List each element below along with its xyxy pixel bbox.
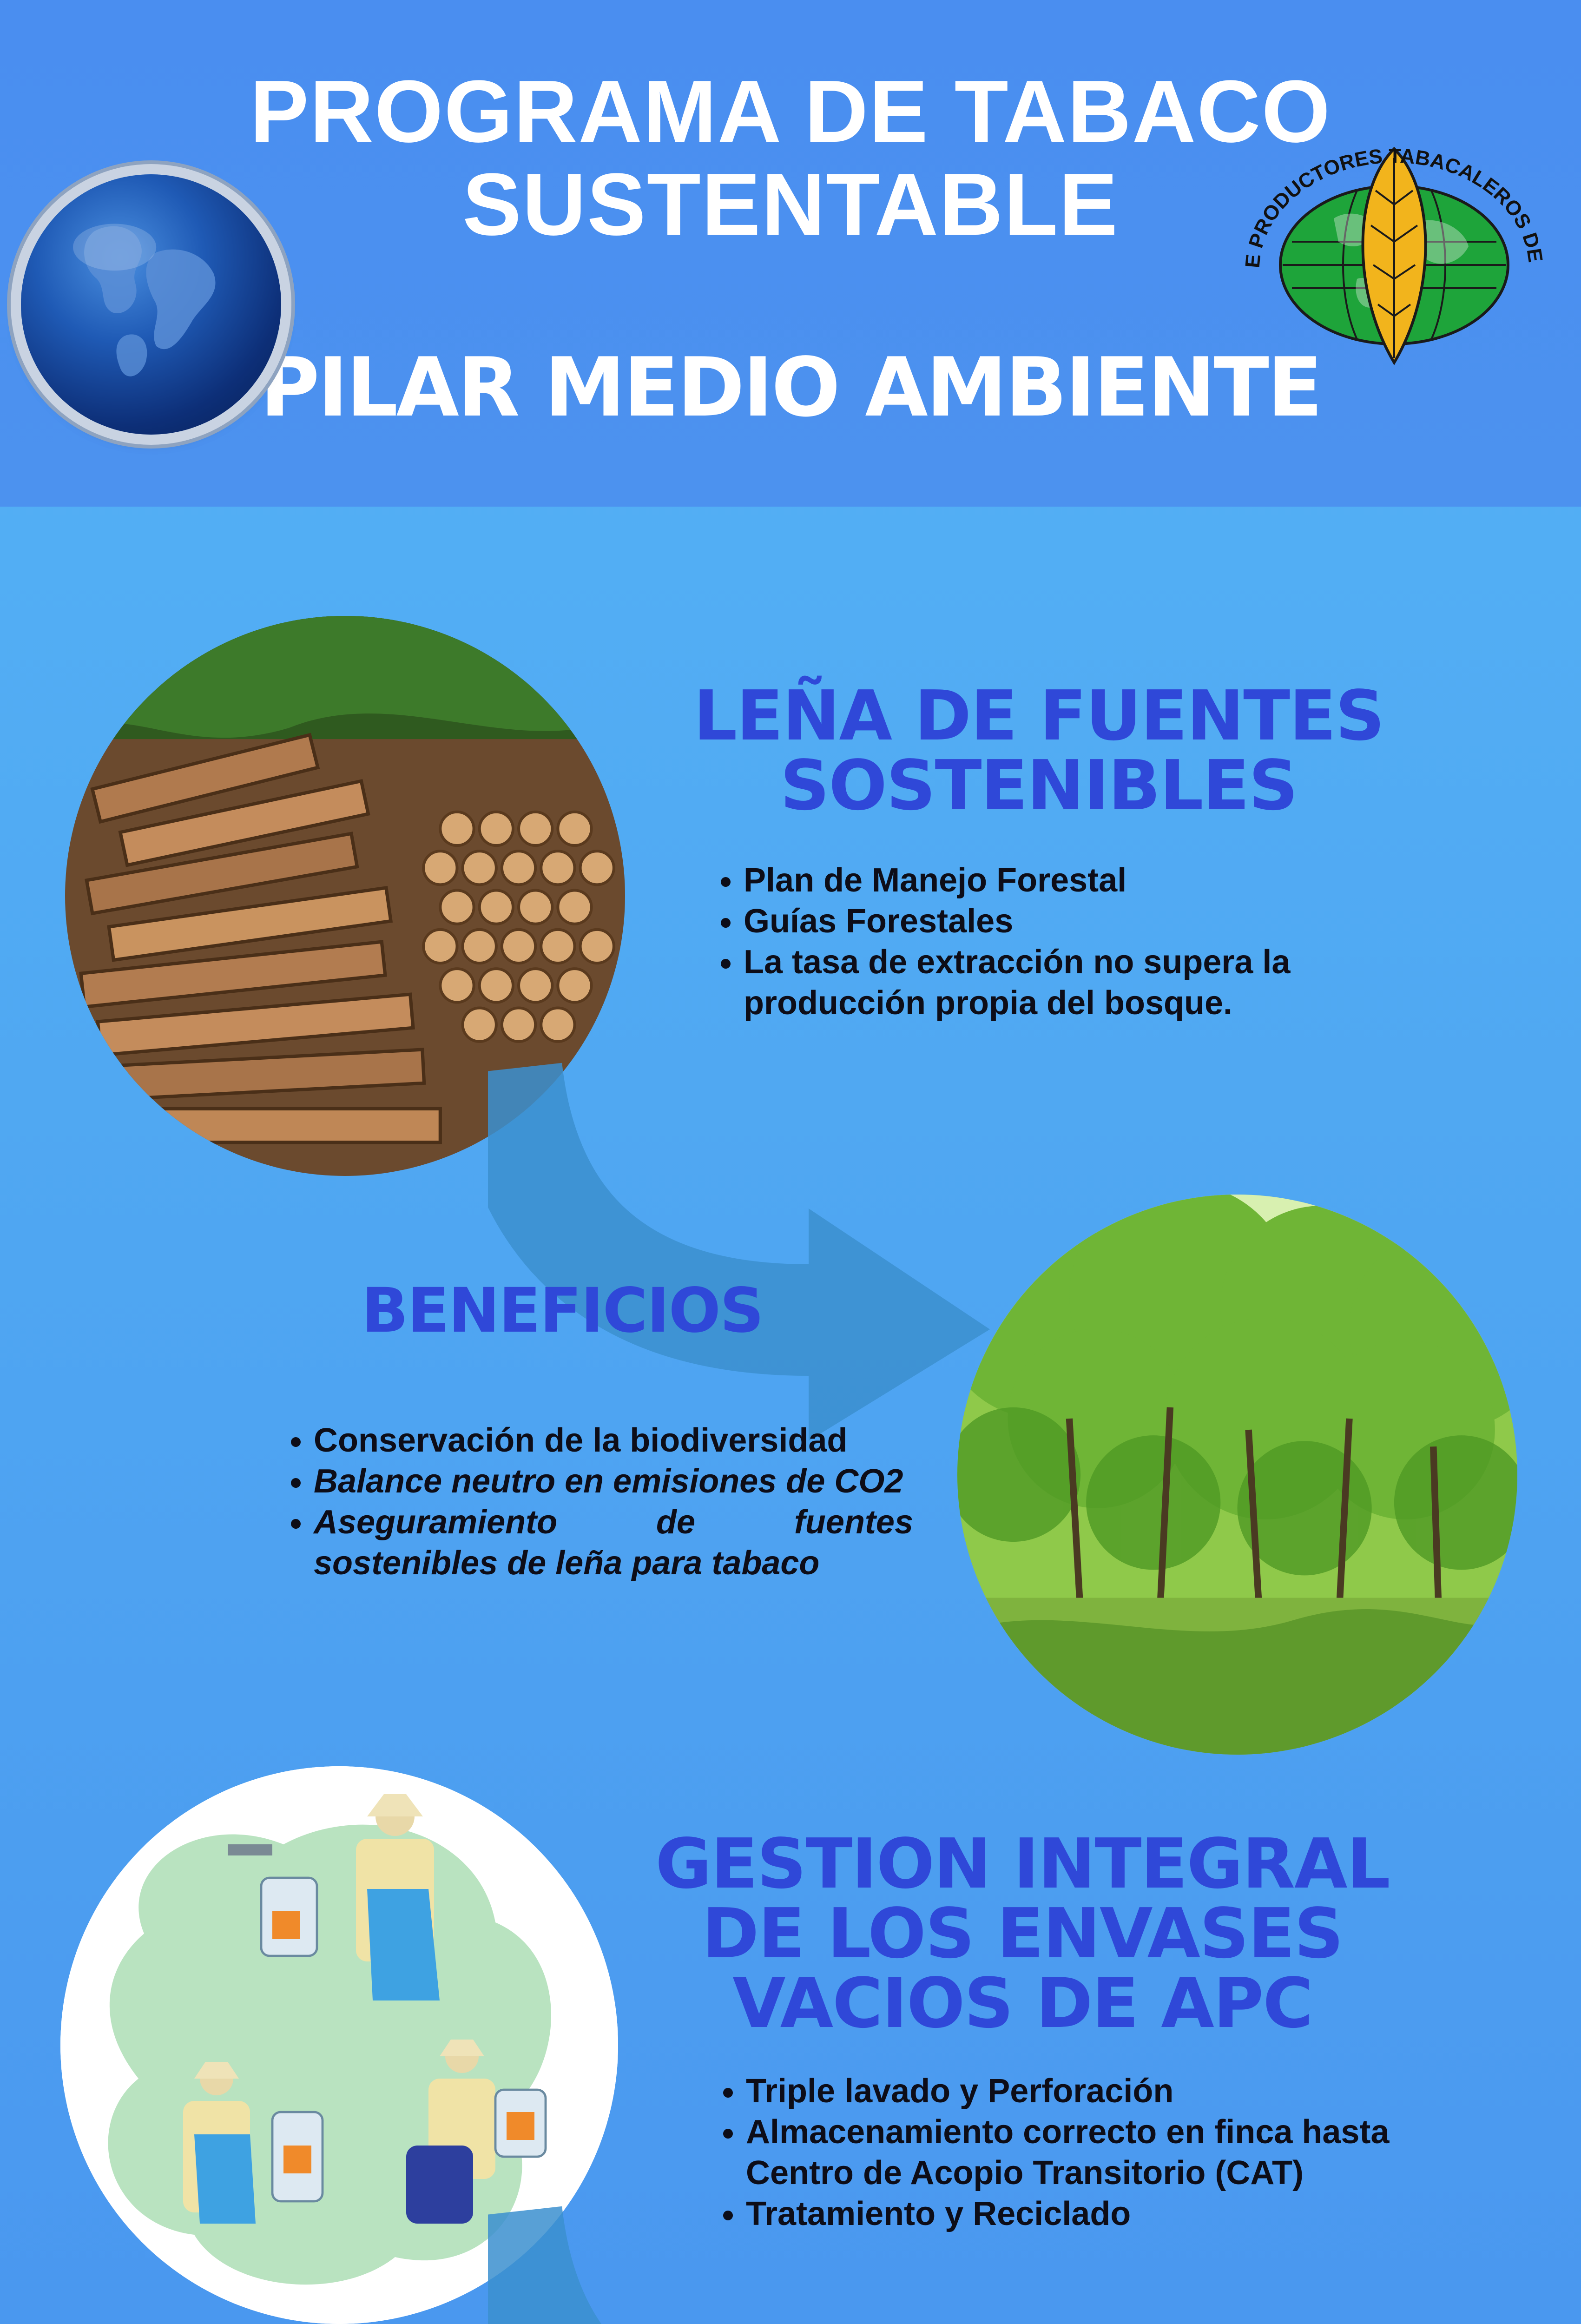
list-item: • Triple lavado y Perforación [746, 2071, 1397, 2112]
flow-arrow-1 [488, 1060, 1008, 1478]
section1-list [706, 860, 1357, 1023]
list-item: • Plan de Manejo Forestal [744, 860, 1357, 901]
page-subtitle: PILAR MEDIO AMBIENTE [260, 341, 1321, 435]
list-item: • Tratamiento y Reciclado [746, 2193, 1397, 2234]
list-item: • Balance neutro en emisiones de CO2 [314, 1461, 913, 1502]
logo-text: E PRODUCTORES TABACALEROS DE [1241, 144, 1547, 269]
benefits1-title: BENEFICIOS [362, 1275, 763, 1347]
list-item: • Conservación de la biodiversidad [314, 1420, 913, 1461]
section2-title: GESTION INTEGRAL DE LOS ENVASES VACIOS DE APC [655, 1824, 1390, 2043]
page-title-line1: PROGRAMA DE TABACO [250, 62, 1331, 161]
list-item: • Almacenamiento correcto en finca hasta Centro de Acopio Transitorio (CAT) [746, 2112, 1397, 2193]
list-item: • Aseguramiento de fuentes sostenibles de leña para tabaco [314, 1502, 913, 1584]
coprotab-logo [1218, 139, 1571, 381]
header-banner [0, 0, 1581, 507]
section1-title: LEÑA DE FUENTES SOSTENIBLES [693, 676, 1384, 825]
section2-list [709, 2071, 1397, 2234]
page-title-line2: SUSTENTABLE [462, 155, 1119, 254]
list-item: • Guías Forestales [744, 901, 1357, 942]
benefits1-list [277, 1420, 913, 1584]
list-item: • La tasa de extracción no supera la producción propia del bosque. [744, 942, 1357, 1023]
forest-photo [957, 1195, 1517, 1755]
globe-icon [21, 174, 281, 435]
